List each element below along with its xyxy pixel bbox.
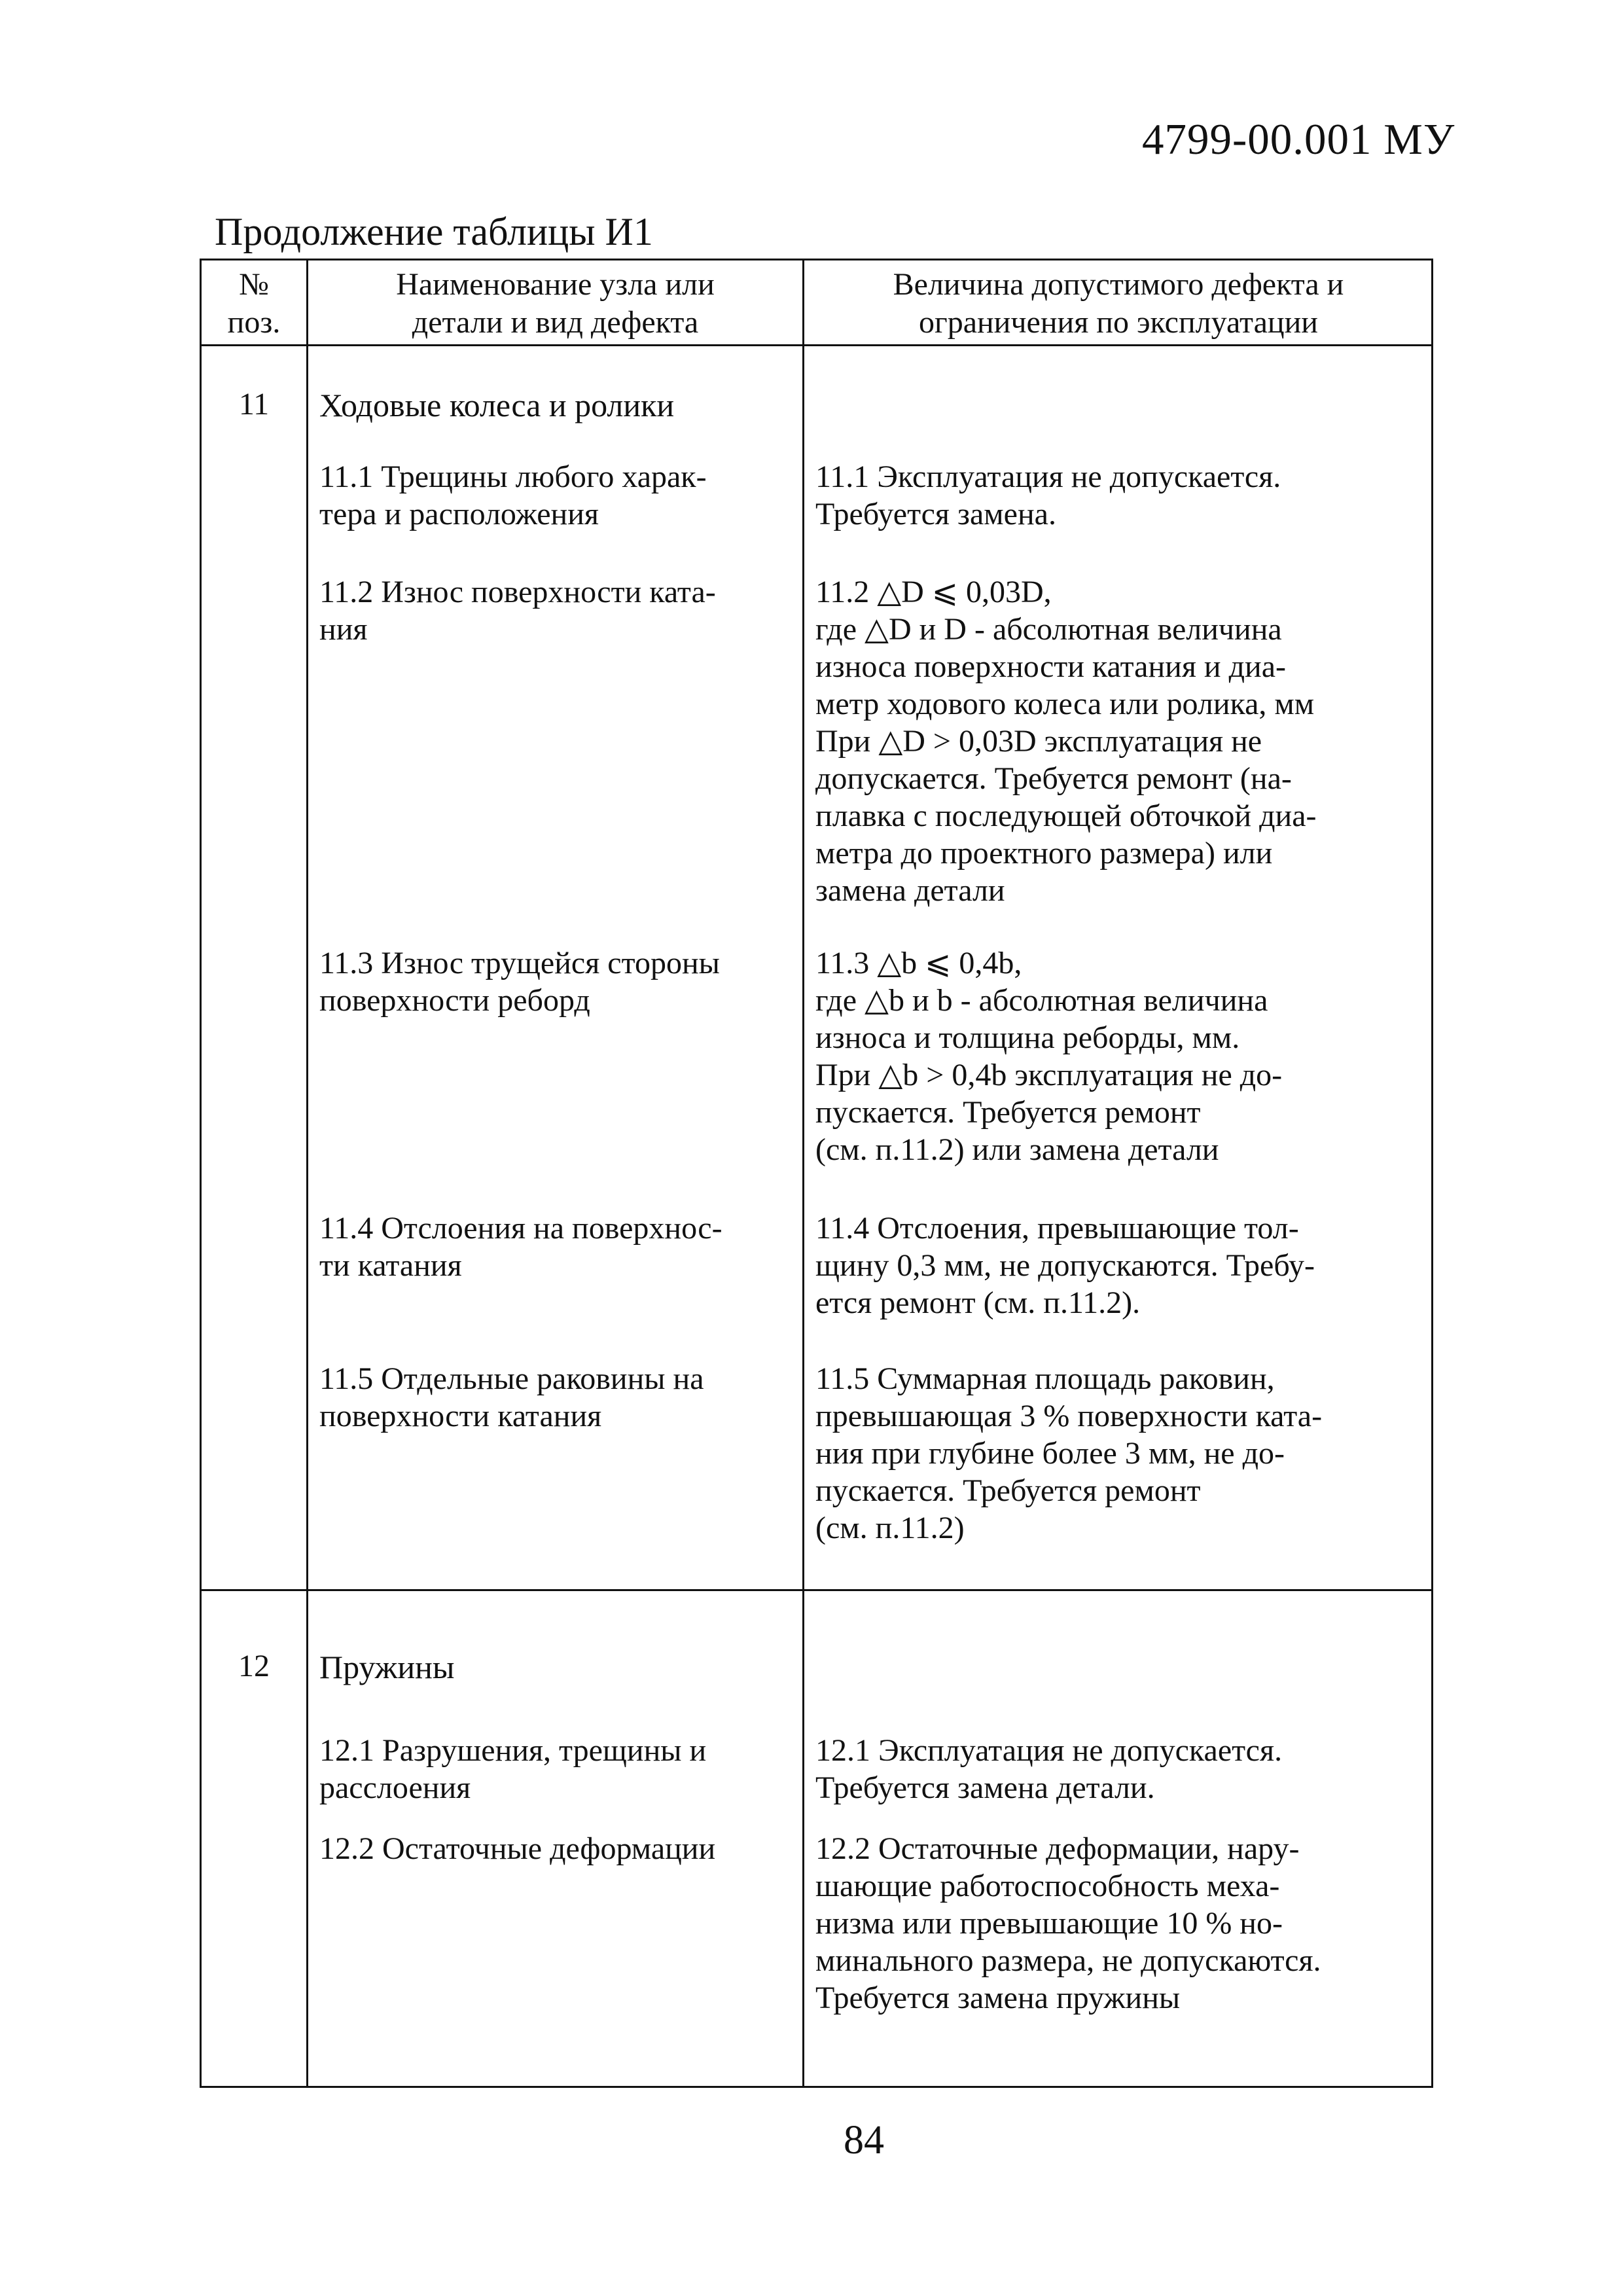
header-divider: [202, 344, 1431, 346]
limit-11-3: 11.3 △b ⩽ 0,4b, где △b и b - абсолютная величина износа и толщина реборды, мм. При △b > 0,4b эксплуатация не до- пускается. Требуется ремонт (см. п.11.2) или замена детали: [815, 946, 1283, 1167]
limit-11-2: 11.2 △D ⩽ 0,03D, где △D и D - абсолютная величина износа поверхности катания и диа- метр ходового колеса или ролика, мм При △D > 0,03D эксплуатация не допускается. Требуется ремонт (на- плавка с последующей обточкой диа- метра до проектного размера) или замена детали: [815, 575, 1317, 908]
defect-11-1: 11.1 Трещины любого харак- тера и расположения: [319, 459, 707, 531]
position-number: 12: [238, 1649, 270, 1683]
defect-11-3: 11.3 Износ трущейся стороны поверхности реборд: [319, 946, 720, 1018]
defect-11-5: 11.5 Отдельные раковины на поверхности катания: [319, 1361, 704, 1433]
column-divider-2: [802, 260, 804, 2086]
defect-12-1: 12.1 Разрушения, трещины и расслоения: [319, 1733, 707, 1805]
position-number: 11: [238, 387, 270, 422]
document-code: 4799-00.001 МУ: [1142, 115, 1455, 164]
limit-12-1: 12.1 Эксплуатация не допускается. Требуется замена детали.: [815, 1733, 1283, 1805]
limit-12-2: 12.2 Остаточные деформации, нару- шающие работоспособность меха- низма или превышающие 10 % но- минального размера, не допускаются. Требуется замена пружины: [815, 1831, 1321, 2015]
defect-12-2: 12.2 Остаточные деформации: [319, 1831, 716, 1866]
group-title: Ходовые колеса и ролики: [319, 387, 675, 423]
group-divider: [202, 1589, 1431, 1591]
limit-11-4: 11.4 Отслоения, превышающие тол- щину 0,3 мм, не допускаются. Требу- ется ремонт (см. п.11.2).: [815, 1211, 1315, 1320]
limit-11-5: 11.5 Суммарная площадь раковин, превышающая 3 % поверхности ката- ния при глубине более 3 мм, не до- пускается. Требуется ремонт (см. п.11.2): [815, 1361, 1323, 1545]
table-caption: Продолжение таблицы И1: [215, 210, 653, 253]
defect-11-2: 11.2 Износ поверхности ката- ния: [319, 575, 716, 647]
column-header-limit: Величина допустимого дефекта и ограничения по эксплуатации: [893, 267, 1344, 340]
defect-11-4: 11.4 Отслоения на поверхнос- ти катания: [319, 1211, 722, 1283]
column-header-pos: № поз.: [227, 267, 281, 340]
group-title: Пружины: [319, 1649, 455, 1685]
defects-table: [200, 259, 1433, 2088]
column-divider-1: [306, 260, 308, 2086]
page-number: 84: [844, 2118, 884, 2162]
limit-11-1: 11.1 Эксплуатация не допускается. Требуется замена.: [815, 459, 1281, 531]
column-header-defect: Наименование узла или детали и вид дефекта: [396, 267, 715, 340]
